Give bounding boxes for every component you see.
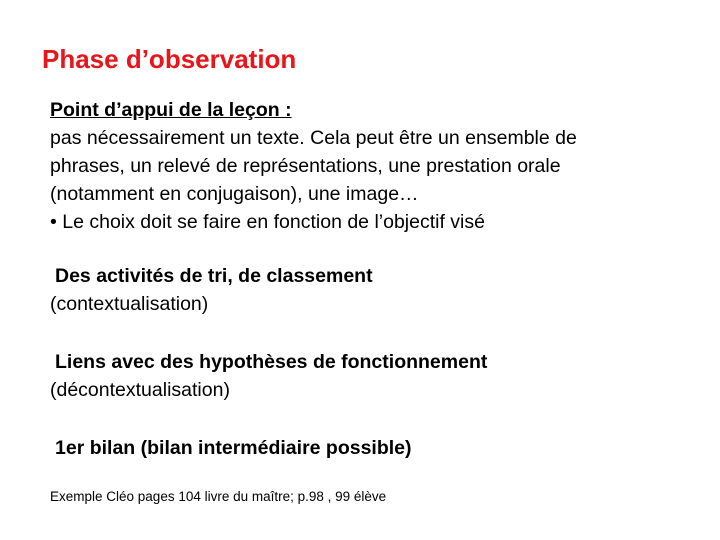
slide-title: Phase d’observation xyxy=(42,44,297,74)
bullet-item: • Le choix doit se faire en fonction de l’objectif visé xyxy=(50,211,485,233)
section-heading: Point d’appui de la leçon : xyxy=(50,99,292,121)
section-hypotheses-title: Liens avec des hypothèses de fonctionnement xyxy=(55,351,488,373)
section-sorting-sub: (contextualisation) xyxy=(50,293,209,315)
section-hypotheses-sub: (décontextualisation) xyxy=(50,379,230,401)
section-bilan-title: 1er bilan (bilan intermédiaire possible) xyxy=(55,437,412,459)
slide-body xyxy=(50,96,700,462)
section-sorting-title: Des activités de tri, de classement xyxy=(55,265,373,287)
paragraph-line-2: phrases, un relevé de représentations, une prestation orale xyxy=(50,155,561,177)
paragraph-line-1: pas nécessairement un texte. Cela peut être un ensemble de xyxy=(50,127,577,149)
paragraph-line-3: (notamment en conjugaison), une image… xyxy=(50,183,419,205)
footnote: Exemple Cléo pages 104 livre du maître; p.98 , 99 élève xyxy=(50,489,387,504)
